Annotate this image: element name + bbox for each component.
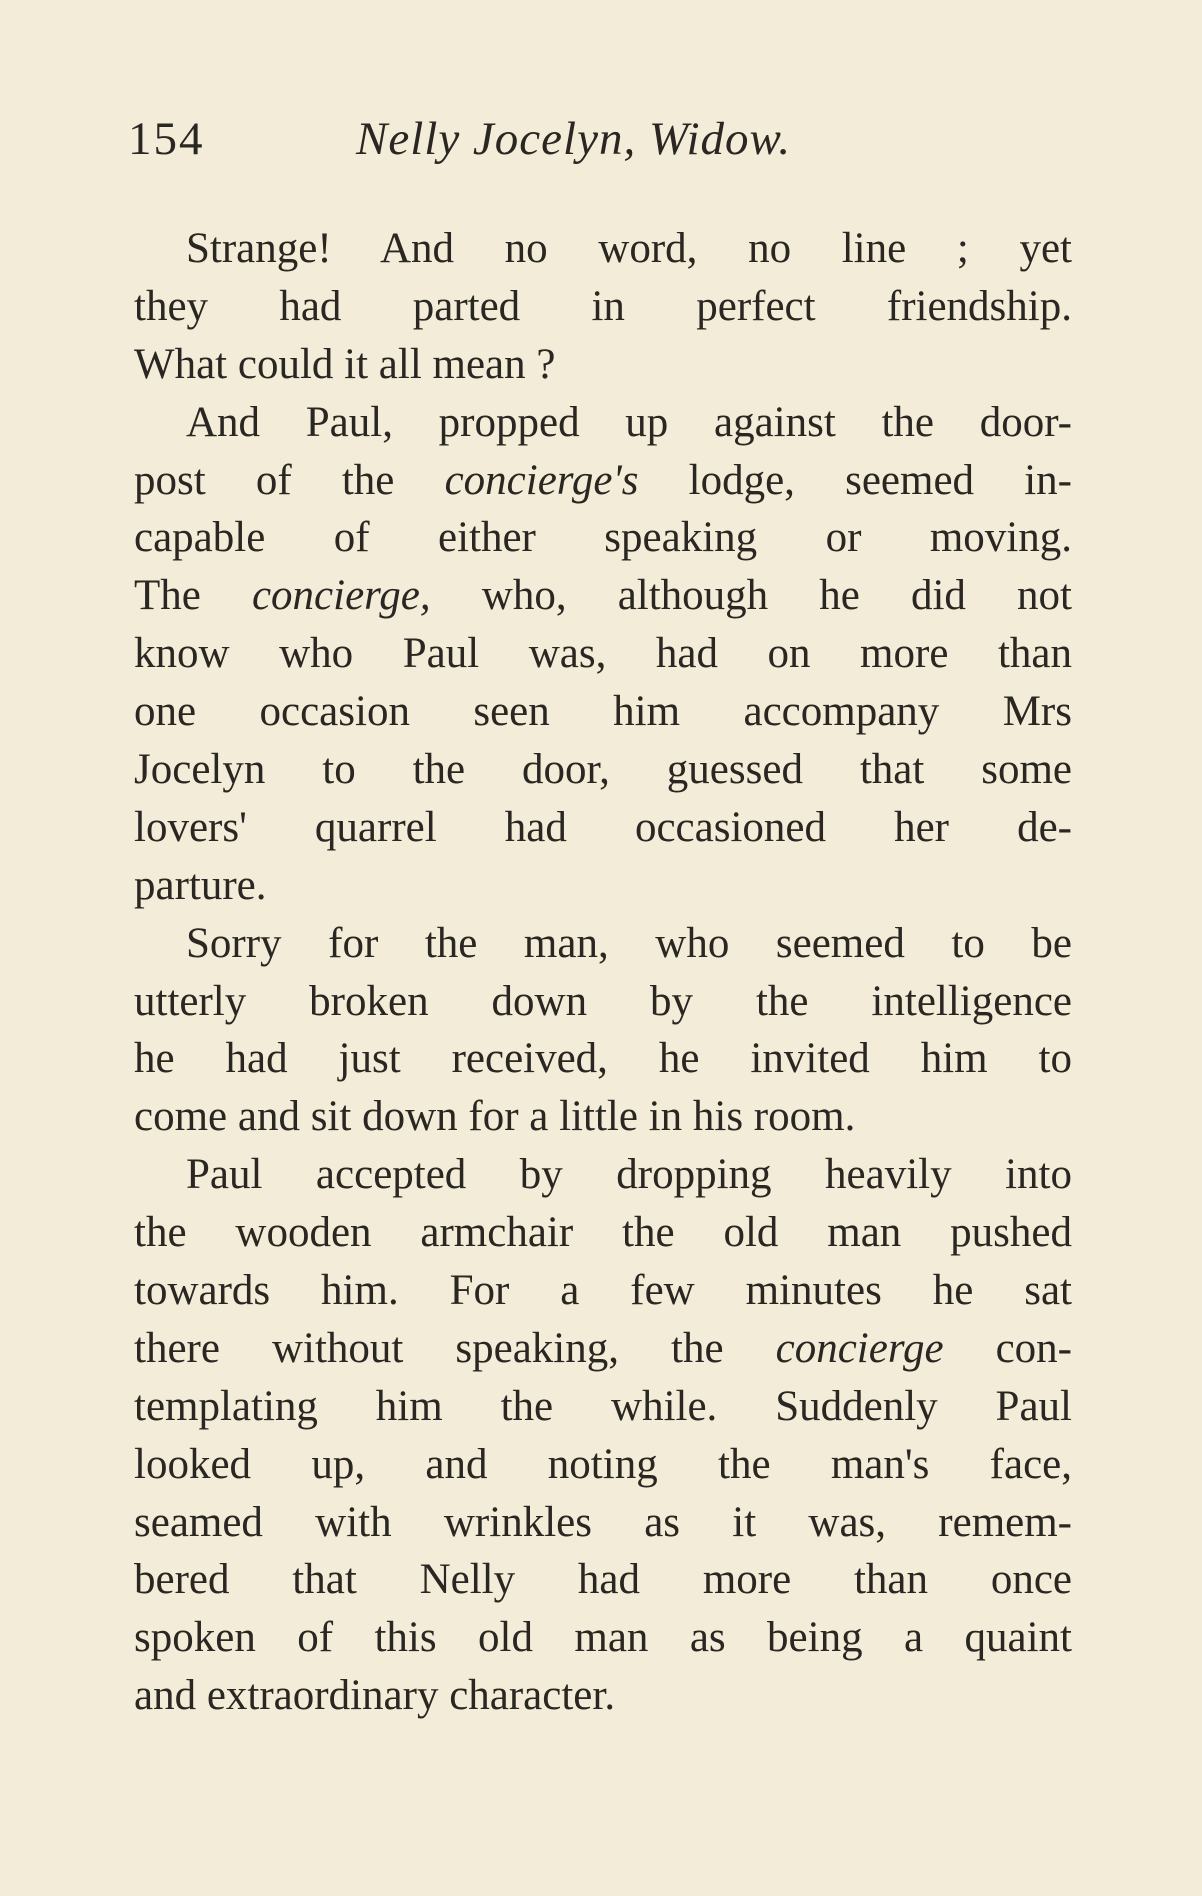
text-line	[134, 1030, 1072, 1088]
text-line	[134, 915, 1072, 973]
text-line	[134, 1146, 1072, 1204]
text-line	[134, 1378, 1072, 1436]
text-segment: spoken of this old man as being a quaint	[134, 1614, 1072, 1662]
text-line	[134, 567, 1072, 625]
italic-term: concierge,	[251, 572, 431, 620]
text-line	[134, 625, 1072, 683]
text-line	[134, 857, 1072, 915]
text-line	[134, 220, 1072, 278]
text-line	[134, 452, 1072, 510]
text-line	[134, 1667, 1072, 1725]
text-segment: lovers' quarrel had occasioned her de-	[134, 803, 1072, 851]
text-line	[134, 1551, 1072, 1609]
text-line	[134, 394, 1072, 452]
text-segment: Strange! And no word, no line ; yet	[186, 225, 1072, 272]
text-segment: con-	[943, 1324, 1073, 1372]
text-segment: and extraordinary character.	[134, 1672, 616, 1720]
page-number: 154	[128, 113, 205, 165]
text-segment: Paul accepted by dropping heavily into	[186, 1151, 1072, 1199]
text-line	[134, 1609, 1072, 1667]
text-segment: utterly broken down by the intelligence	[134, 977, 1072, 1025]
text-segment: looked up, and noting the man's face,	[134, 1440, 1072, 1488]
text-line	[134, 1204, 1072, 1262]
text-segment: bered that Nelly had more than once	[134, 1556, 1072, 1604]
text-line	[134, 1320, 1072, 1378]
text-segment: one occasion seen him accompany Mrs	[134, 688, 1072, 736]
text-line	[134, 683, 1072, 741]
text-line	[134, 509, 1072, 567]
text-segment: post of the	[134, 456, 445, 504]
text-segment: he had just received, he invited him to	[134, 1035, 1072, 1083]
text-segment: the wooden armchair the old man pushed	[134, 1209, 1072, 1257]
italic-term: concierge	[775, 1324, 944, 1372]
text-line	[134, 278, 1072, 336]
text-segment: templating him the while. Suddenly Paul	[134, 1382, 1072, 1430]
text-line	[134, 1494, 1072, 1552]
text-segment: parture.	[134, 861, 267, 909]
text-line	[134, 799, 1072, 857]
text-segment: And Paul, propped up against the door-	[186, 398, 1072, 446]
text-segment: come and sit down for a little in his room.	[134, 1093, 856, 1141]
text-segment: seamed with wrinkles as it was, remem-	[134, 1498, 1072, 1546]
text-segment: there without speaking, the	[134, 1324, 776, 1372]
running-title: Nelly Jocelyn, Widow.	[356, 113, 792, 165]
text-segment: The	[134, 572, 252, 620]
running-header	[128, 112, 1068, 172]
text-segment: capable of either speaking or moving.	[134, 514, 1072, 562]
text-line	[134, 1262, 1072, 1320]
text-segment: What could it all mean ?	[134, 340, 556, 388]
text-segment: towards him. For a few minutes he sat	[134, 1267, 1072, 1315]
text-segment: lodge, seemed in-	[638, 456, 1072, 504]
text-line	[134, 1088, 1072, 1146]
text-line	[134, 741, 1072, 799]
text-segment: who, although he did not	[430, 572, 1072, 620]
text-line	[134, 336, 1072, 394]
body-text	[134, 220, 1072, 1725]
text-line	[134, 973, 1072, 1031]
text-segment: they had parted in perfect friendship.	[134, 282, 1072, 330]
text-line	[134, 1436, 1072, 1494]
italic-term: concierge's	[444, 456, 639, 504]
text-segment: Jocelyn to the door, guessed that some	[134, 746, 1072, 794]
text-segment: Sorry for the man, who seemed to be	[186, 919, 1072, 967]
text-segment: know who Paul was, had on more than	[134, 630, 1072, 678]
